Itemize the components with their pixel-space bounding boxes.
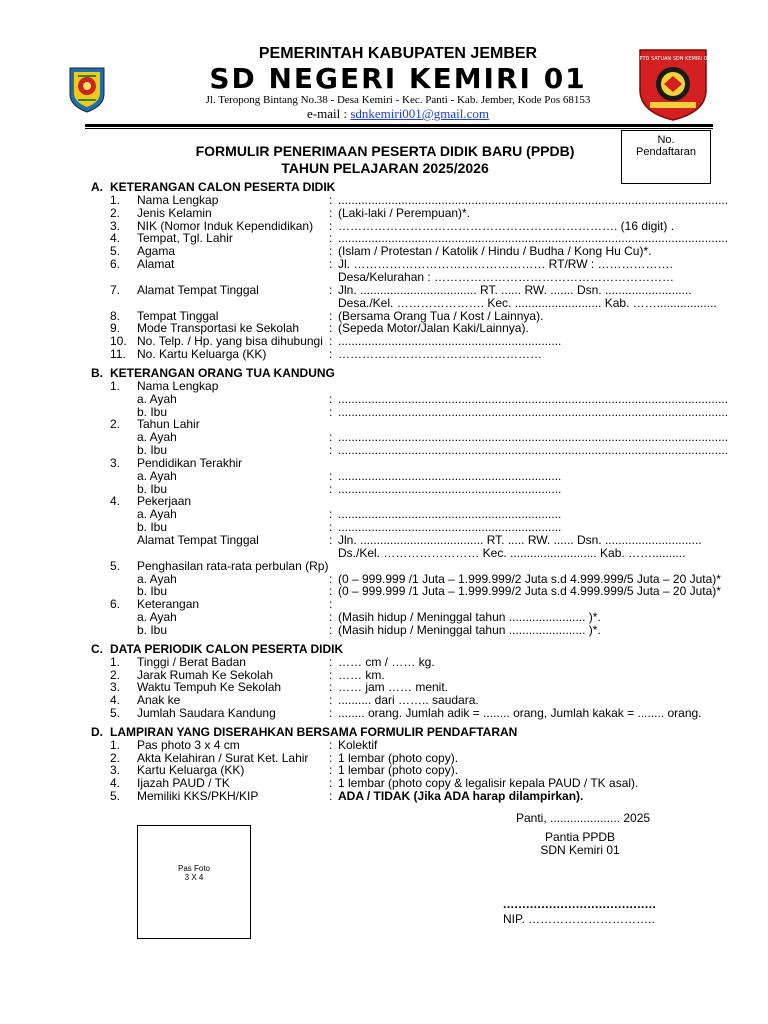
item-number: 2. bbox=[110, 417, 121, 432]
section-heading: DATA PERIODIK CALON PESERTA DIDIK bbox=[110, 641, 344, 656]
field-value[interactable]: ................................................................... bbox=[338, 334, 562, 349]
field-colon: : bbox=[329, 244, 333, 259]
signature-place-date: Panti, ..................... 2025 bbox=[516, 811, 651, 825]
item-number: 4. bbox=[110, 231, 121, 246]
signature-nip: NIP. ………………………….. bbox=[503, 912, 655, 926]
item-number: 6. bbox=[110, 257, 121, 272]
field-colon: : bbox=[329, 776, 333, 791]
field-colon: : bbox=[329, 218, 333, 233]
field-colon: : bbox=[329, 584, 333, 599]
school-email-line bbox=[150, 106, 646, 122]
field-label: b. Ibu bbox=[137, 481, 168, 496]
field-colon: : bbox=[329, 654, 333, 669]
field-label: Agama bbox=[137, 244, 176, 259]
field-value[interactable]: Ds./Kel. …………………… Kec. .......................... Kab. …….......... bbox=[338, 545, 686, 560]
field-label: a. Ayah bbox=[137, 507, 177, 522]
field-colon: : bbox=[329, 282, 333, 297]
field-colon: : bbox=[329, 257, 333, 272]
item-number: 4. bbox=[110, 494, 121, 509]
field-value[interactable]: ................................................................... bbox=[338, 468, 562, 483]
field-value[interactable]: (Islam / Protestan / Katolik / Hindu / Budha / Kong Hu Cu)*. bbox=[338, 244, 652, 259]
item-number: 2. bbox=[110, 750, 121, 765]
item-number: 5. bbox=[110, 244, 121, 259]
field-label: b. Ibu bbox=[137, 520, 168, 535]
field-colon: : bbox=[329, 231, 333, 246]
field-label: Akta Kelahiran / Surat Ket. Lahir bbox=[137, 750, 309, 765]
signature-committee: Pantia PPDB bbox=[544, 830, 616, 844]
field-value[interactable]: …… cm / …… kg. bbox=[338, 654, 435, 669]
field-label: Penghasilan rata-rata perbulan (Rp) bbox=[137, 558, 329, 573]
field-colon: : bbox=[329, 737, 333, 752]
section-letter: C. bbox=[91, 641, 103, 656]
email-label: e-mail : bbox=[306, 106, 351, 121]
field-label: Nama Lengkap bbox=[137, 192, 219, 207]
school-logo bbox=[636, 46, 710, 122]
field-colon: : bbox=[329, 763, 333, 778]
field-label: Alamat Tempat Tinggal bbox=[137, 533, 259, 547]
field-value[interactable]: …… jam …… menit. bbox=[338, 680, 449, 695]
field-label: Keterangan bbox=[137, 597, 200, 612]
field-value[interactable]: ................................................................... bbox=[338, 520, 562, 535]
field-value[interactable]: ..................................................................................................................... bbox=[338, 443, 729, 457]
school-logo-text: UPTD SATUAN SDN KEMIRI 01 bbox=[636, 56, 710, 62]
field-label: Alamat Tempat Tinggal bbox=[137, 282, 259, 297]
item-number: 5. bbox=[110, 706, 121, 720]
item-number: 7. bbox=[110, 282, 121, 297]
school-address: Jl. Teropong Bintang No.38 - Desa Kemiri - Kec. Panti - Kab. Jember, Kode Pos 68153 bbox=[205, 94, 591, 106]
header-divider-thick bbox=[85, 124, 713, 127]
field-label: Tempat Tinggal bbox=[137, 308, 219, 323]
signature-name-line: ........................................ bbox=[503, 897, 657, 911]
field-value[interactable]: .......... dari …….. saudara. bbox=[338, 693, 479, 708]
field-value[interactable]: (0 – 999.999 /1 Juta – 1.999.999/2 Juta s.d 4.999.999/5 Juta – 20 Juta)* bbox=[338, 584, 721, 599]
field-value[interactable]: (Laki-laki / Perempuan)*. bbox=[338, 205, 471, 220]
field-label: b. Ibu bbox=[137, 622, 168, 637]
photo-box-label-2: 3 X 4 bbox=[184, 873, 204, 882]
field-value[interactable]: ................................................................... bbox=[338, 507, 562, 522]
section-heading: KETERANGAN ORANG TUA KANDUNG bbox=[110, 365, 335, 380]
section-letter: D. bbox=[91, 724, 103, 739]
field-label: Tempat, Tgl. Lahir bbox=[137, 231, 233, 246]
item-number: 4. bbox=[110, 693, 121, 708]
government-heading: PEMERINTAH KABUPATEN JEMBER bbox=[258, 45, 538, 62]
field-value[interactable]: 1 lembar (photo copy). bbox=[338, 750, 459, 765]
field-label: Mode Transportasi ke Sekolah bbox=[137, 321, 300, 336]
field-colon: : bbox=[329, 481, 333, 496]
item-number: 5. bbox=[110, 789, 121, 804]
field-colon: : bbox=[329, 706, 333, 720]
item-number: 3. bbox=[110, 763, 121, 778]
header-divider-thin bbox=[85, 128, 713, 129]
item-number: 3. bbox=[110, 455, 121, 470]
item-number: 1. bbox=[110, 378, 121, 393]
field-value[interactable]: 1 lembar (photo copy & legalisir kepala PAUD / TK asal). bbox=[338, 776, 639, 791]
field-value[interactable]: ..................................................................................................................... bbox=[338, 430, 729, 445]
field-colon: : bbox=[329, 571, 333, 586]
field-label: Tahun Lahir bbox=[137, 417, 200, 432]
field-value[interactable]: Desa./Kel. …………………. Kec. .......................... Kab. …….................. bbox=[338, 295, 717, 310]
section-letter: B. bbox=[91, 365, 103, 380]
field-colon: : bbox=[329, 404, 333, 419]
photo-box[interactable] bbox=[137, 825, 251, 939]
field-colon: : bbox=[329, 468, 333, 483]
item-number: 9. bbox=[110, 321, 121, 336]
field-value[interactable]: Desa/Kelurahan : …………………………………………………… bbox=[338, 269, 675, 284]
field-label: Waktu Tempuh Ke Sekolah bbox=[137, 680, 282, 695]
field-colon: : bbox=[329, 443, 333, 457]
field-label: Jarak Rumah Ke Sekolah bbox=[137, 667, 274, 682]
jember-regency-logo bbox=[66, 64, 108, 114]
field-label: NIK (Nomor Induk Kependidikan) bbox=[137, 218, 314, 233]
field-value[interactable]: ……………………………………………………………. (16 digit) . bbox=[338, 218, 675, 233]
item-number: 1. bbox=[110, 654, 121, 669]
field-colon: : bbox=[329, 507, 333, 522]
item-number: 6. bbox=[110, 597, 121, 612]
item-number: 8. bbox=[110, 308, 121, 323]
item-number: 1. bbox=[110, 192, 121, 207]
field-colon: : bbox=[329, 789, 333, 804]
field-value[interactable]: Jl. ………………………………………… RT/RW : ………………. bbox=[338, 257, 673, 272]
field-value[interactable]: ..................................................................................................................... bbox=[338, 391, 729, 406]
field-label: Tinggi / Berat Badan bbox=[137, 654, 246, 669]
field-label: a. Ayah bbox=[137, 430, 177, 445]
field-colon: : bbox=[329, 391, 333, 406]
item-number: 10. bbox=[110, 334, 127, 349]
item-number: 3. bbox=[110, 680, 121, 695]
field-colon: : bbox=[329, 205, 333, 220]
field-label: b. Ibu bbox=[137, 404, 168, 419]
field-label: a. Ayah bbox=[137, 468, 177, 483]
field-colon: : bbox=[329, 680, 333, 695]
field-label: b. Ibu bbox=[137, 443, 168, 457]
field-value[interactable]: ................................................................... bbox=[338, 481, 562, 496]
field-value[interactable]: …… km. bbox=[338, 667, 385, 682]
field-colon: : bbox=[329, 321, 333, 336]
field-colon: : bbox=[329, 610, 333, 625]
field-colon: : bbox=[329, 347, 333, 362]
email-link[interactable]: sdnkemiri001@gmail.com bbox=[350, 106, 490, 121]
field-colon: : bbox=[329, 334, 333, 349]
field-label: a. Ayah bbox=[137, 571, 177, 586]
item-number: 2. bbox=[110, 205, 121, 220]
field-colon: : bbox=[329, 520, 333, 535]
field-value[interactable]: Kolektif bbox=[338, 737, 378, 752]
field-value[interactable]: ..................................................................................................................... bbox=[338, 192, 729, 207]
field-label: Ijazah PAUD / TK bbox=[137, 776, 230, 791]
registration-box-label-2: Pendaftaran bbox=[636, 146, 696, 158]
item-number: 1. bbox=[110, 737, 121, 752]
section-heading: KETERANGAN CALON PESERTA DIDIK bbox=[110, 180, 336, 194]
field-value[interactable]: …………………………………………… bbox=[338, 347, 542, 362]
field-label: a. Ayah bbox=[137, 610, 177, 625]
field-colon: : bbox=[329, 750, 333, 765]
field-colon: : bbox=[329, 597, 333, 612]
field-colon: : bbox=[329, 308, 333, 323]
registration-box-label-1: No. bbox=[657, 134, 675, 146]
field-value[interactable]: 1 lembar (photo copy). bbox=[338, 763, 459, 778]
field-value[interactable]: Jln. ................................... RT. ...... RW. ....... Dsn. .......................... bbox=[338, 282, 692, 297]
field-value[interactable]: ..................................................................................................................... bbox=[338, 231, 729, 246]
field-label: Nama Lengkap bbox=[137, 378, 219, 393]
field-label: Anak ke bbox=[137, 693, 181, 708]
field-value[interactable]: (Masih hidup / Meninggal tahun ....................... )*. bbox=[338, 610, 601, 625]
field-value[interactable]: (0 – 999.999 /1 Juta – 1.999.999/2 Juta s.d 4.999.999/5 Juta – 20 Juta)* bbox=[338, 571, 721, 586]
field-value[interactable]: (Masih hidup / Meninggal tahun ....................... )*. bbox=[338, 622, 601, 637]
item-number: 3. bbox=[110, 218, 121, 233]
item-number: 2. bbox=[110, 667, 121, 682]
field-colon: : bbox=[329, 192, 333, 207]
field-value[interactable]: (Bersama Orang Tua / Kost / Lainnya). bbox=[338, 308, 544, 323]
field-colon: : bbox=[329, 693, 333, 708]
field-label: Pendidikan Terakhir bbox=[137, 455, 243, 470]
field-label: b. Ibu bbox=[137, 584, 168, 599]
field-label: Jumlah Saudara Kandung bbox=[137, 706, 276, 720]
field-value[interactable]: ..................................................................................................................... bbox=[338, 404, 729, 419]
form-year: TAHUN PELAJARAN 2025/2026 bbox=[281, 160, 489, 176]
photo-box-label-1: Pas Foto bbox=[177, 864, 210, 873]
field-label: Pas photo 3 x 4 cm bbox=[137, 737, 240, 752]
field-value[interactable]: Jln. ..................................... RT. ..... RW. ...... Dsn. ............................. bbox=[338, 533, 702, 547]
field-colon: : bbox=[329, 667, 333, 682]
item-number: 11. bbox=[110, 347, 126, 362]
section-letter: A. bbox=[91, 180, 103, 194]
item-number: 4. bbox=[110, 776, 121, 791]
field-label: a. Ayah bbox=[137, 391, 177, 406]
section-heading: LAMPIRAN YANG DISERAHKAN BERSAMA FORMULIR PENDAFTARAN bbox=[110, 724, 518, 739]
field-colon: : bbox=[329, 533, 333, 547]
field-colon: : bbox=[329, 430, 333, 445]
school-name: SD NEGERI KEMIRI 01 bbox=[209, 62, 587, 95]
field-label: Memiliki KKS/PKH/KIP bbox=[137, 789, 259, 804]
field-label: No. Kartu Keluarga (KK) bbox=[137, 347, 267, 362]
field-label: Alamat bbox=[137, 257, 175, 272]
signature-school: SDN Kemiri 01 bbox=[540, 843, 620, 857]
field-label: Pekerjaan bbox=[137, 494, 192, 509]
field-label: Jenis Kelamin bbox=[137, 205, 212, 220]
item-number: 5. bbox=[110, 558, 121, 573]
field-colon: : bbox=[329, 622, 333, 637]
field-value[interactable]: ADA / TIDAK (Jika ADA harap dilampirkan). bbox=[338, 789, 584, 804]
field-label: No. Telp. / Hp. yang bisa dihubungi bbox=[137, 334, 323, 349]
field-label: Kartu Keluarga (KK) bbox=[137, 763, 245, 778]
field-value[interactable]: (Sepeda Motor/Jalan Kaki/Lainnya). bbox=[338, 321, 529, 336]
registration-number-box[interactable] bbox=[621, 130, 711, 184]
form-title: FORMULIR PENERIMAAN PESERTA DIDIK BARU (PPDB) bbox=[195, 143, 575, 159]
field-value[interactable]: ........ orang. Jumlah adik = ........ orang, Jumlah kakak = ........ orang. bbox=[338, 706, 702, 720]
